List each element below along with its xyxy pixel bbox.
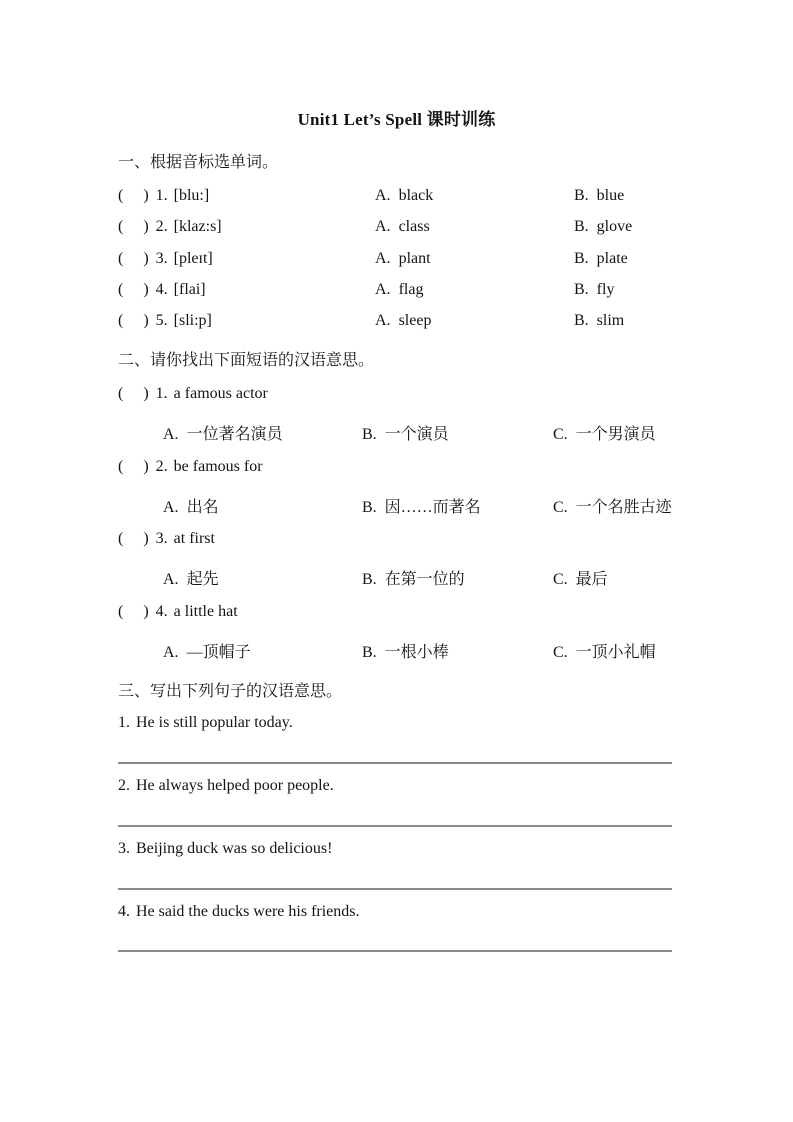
item-number: 2. [155,218,168,235]
s3-sentence-3 [0,840,793,862]
item-number: 1. [118,714,130,731]
option-label: A. [375,187,391,204]
option-text: sleep [398,312,432,329]
phrase-text: be famous for [173,458,263,475]
item-number: 4. [118,903,130,920]
option-text: 一顶小礼帽 [575,644,656,661]
item-number: 3. [155,250,168,267]
option-text: 最后 [575,571,608,588]
item-number: 3. [118,840,130,857]
section1-heading: 一、根据音标选单词。 [118,154,279,171]
option-text: slim [596,312,625,329]
s2-item-3 [0,530,793,552]
option-text: glove [596,218,633,235]
option-label: B. [574,187,589,204]
phrase-text: at first [173,530,215,547]
answer-paren: ( ) [118,530,149,547]
s3-sentence-2 [0,777,793,799]
option-label: B. [362,644,377,661]
item-number: 1. [155,187,168,204]
section3-heading: 三、写出下列句子的汉语意思。 [118,683,343,700]
item-number: 4. [155,281,168,298]
s1-row-1 [0,187,793,209]
option-label: A. [375,312,391,329]
s3-sentence-4 [0,903,793,925]
answer-paren: ( ) [118,187,149,204]
option-text: blue [596,187,625,204]
option-text: 一个演员 [384,426,449,443]
option-text: plant [398,250,431,267]
option-text: plate [596,250,628,267]
option-text: 一个男演员 [575,426,656,443]
s2-options-3 [0,566,793,588]
option-label: B. [574,312,589,329]
answer-paren: ( ) [118,218,149,235]
item-number: 1. [155,385,168,402]
option-text: 出名 [186,499,219,516]
option-label: C. [553,571,568,588]
item-number: 4. [155,603,168,620]
option-label: B. [362,426,377,443]
answer-line [118,888,672,890]
sentence-text: Beijing duck was so delicious! [136,840,333,857]
option-label: B. [574,218,589,235]
option-text: class [398,218,430,235]
phonetic-text: [flai] [173,281,206,298]
phonetic-text: [blu:] [173,187,210,204]
sentence-text: He is still popular today. [136,714,293,731]
phonetic-text: [klaz:s] [173,218,222,235]
item-number: 2. [118,777,130,794]
s2-item-2 [0,458,793,480]
option-text: 一个名胜古迹 [575,499,672,516]
option-label: C. [553,499,568,516]
option-label: C. [553,426,568,443]
phonetic-text: [sli:p] [173,312,212,329]
phonetic-text: [pleɪt] [173,250,213,267]
section2-heading: 二、请你找出下面短语的汉语意思。 [118,352,375,369]
option-label: C. [553,644,568,661]
option-label: B. [574,281,589,298]
option-text: 因……而著名 [384,499,481,516]
option-text: 一根小棒 [384,644,449,661]
s2-options-2 [0,494,793,516]
answer-paren: ( ) [118,281,149,298]
phrase-text: a little hat [173,603,238,620]
option-label: B. [362,499,377,516]
s1-row-4 [0,281,793,303]
option-label: A. [375,218,391,235]
s1-row-3 [0,250,793,272]
s2-item-1 [0,385,793,407]
option-label: A. [375,250,391,267]
option-label: A. [375,281,391,298]
answer-paren: ( ) [118,312,149,329]
answer-line [118,762,672,764]
sentence-text: He said the ducks were his friends. [136,903,360,920]
s2-options-1 [0,421,793,443]
answer-paren: ( ) [118,458,149,475]
item-number: 3. [155,530,168,547]
option-text: 在第一位的 [384,571,465,588]
option-text: black [398,187,434,204]
s2-options-4 [0,639,793,661]
option-text: flag [398,281,424,298]
s1-row-5 [0,312,793,334]
phrase-text: a famous actor [173,385,268,402]
option-label: A. [163,571,179,588]
answer-line [118,825,672,827]
option-text: 起先 [186,571,219,588]
answer-paren: ( ) [118,385,149,402]
sentence-text: He always helped poor people. [136,777,334,794]
answer-line [118,950,672,952]
s1-row-2 [0,218,793,240]
item-number: 2. [155,458,168,475]
option-label: A. [163,426,179,443]
answer-paren: ( ) [118,603,149,620]
option-text: 一位著名演员 [186,426,283,443]
item-number: 5. [155,312,168,329]
answer-paren: ( ) [118,250,149,267]
s2-item-4 [0,603,793,625]
page-title: Unit1 Let’s Spell 课时训练 [297,110,496,129]
s3-sentence-1 [0,714,793,736]
option-label: B. [574,250,589,267]
option-label: A. [163,499,179,516]
option-text: fly [596,281,615,298]
option-label: A. [163,644,179,661]
option-text: —顶帽子 [186,644,251,661]
option-label: B. [362,571,377,588]
